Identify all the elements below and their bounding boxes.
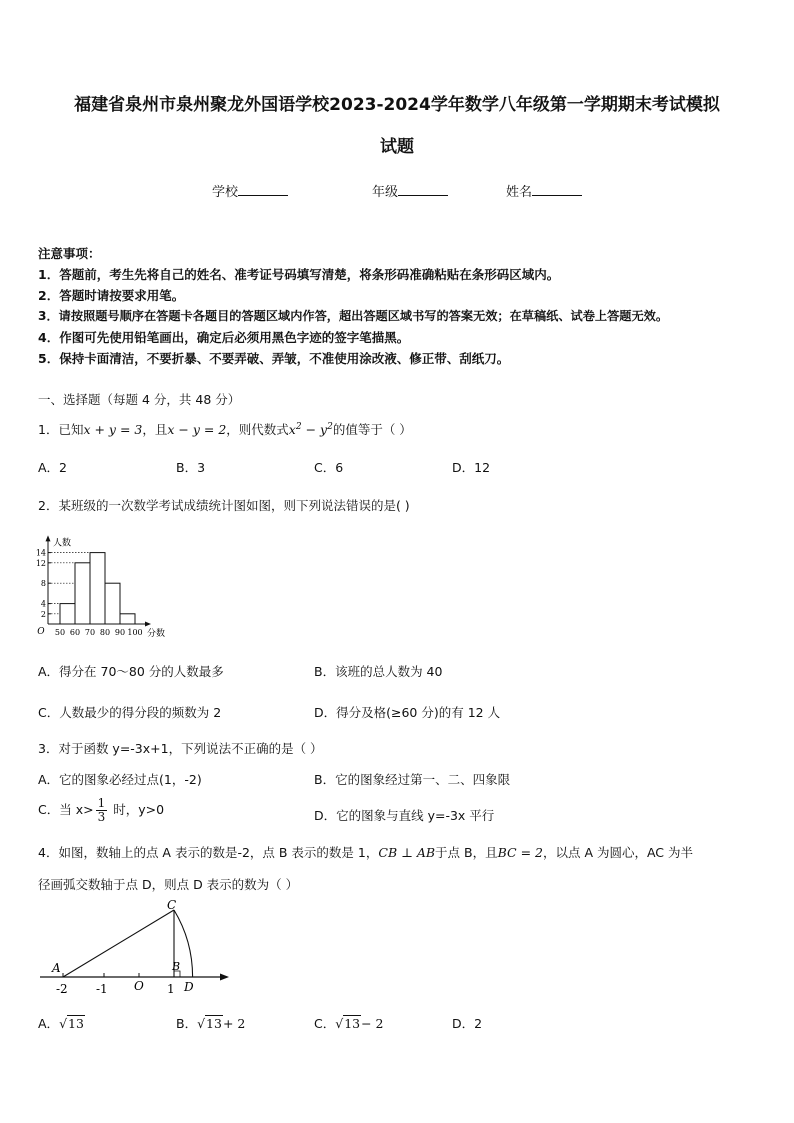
question-1: 1．已知x + y = 3，且x − y = 2，则代数式$x^2 - y^2$的值等于（ ） <box>38 421 412 437</box>
histogram-bar-90-100 <box>120 614 135 624</box>
x-tick-label: 50 <box>54 628 66 637</box>
label-d: D <box>184 980 194 994</box>
question-4-line2: 径画弧交数轴于点 D，则点 D 表示的数为（ ） <box>38 877 299 892</box>
q2-option-d: D．得分及格(≥60 分)的有 12 人 <box>314 705 501 720</box>
q1-option-b: B．3 <box>176 460 206 475</box>
segment-ac <box>63 910 174 977</box>
score-histogram <box>34 528 184 643</box>
q4-option-a: A．√13 <box>38 1016 84 1031</box>
y-tick-label: 8 <box>40 579 46 589</box>
histogram-bar-70-80 <box>90 553 105 624</box>
q1-option-c: C．6 <box>314 460 344 475</box>
q1-option-a: A．2 <box>38 460 68 475</box>
q3-option-a: A．它的图象必经过点(1，-2) <box>38 772 202 787</box>
q2-option-a: A．得分在 70～80 分的人数最多 <box>38 664 224 679</box>
y-axis-arrow <box>46 535 51 541</box>
label-b: B <box>172 960 181 973</box>
notes-heading: 注意事项： <box>38 246 101 261</box>
fraction-one-third: $\frac{1}{3}$ <box>97 796 106 824</box>
x-tick-label: 100 <box>127 628 143 637</box>
q4-option-b: B．√13+ 2 <box>176 1016 246 1031</box>
x-axis-arrow <box>145 622 151 627</box>
tick-label-minus-1: -1 <box>96 982 108 996</box>
section-heading: 一、选择题（每题 4 分，共 48 分） <box>38 392 241 407</box>
note-item: 1．答题前，考生先将自己的姓名、准考证号码填写清楚，将条形码准确粘贴在条形码区域内。 <box>38 267 560 282</box>
histogram-bars <box>60 553 135 624</box>
y-tick-label: 4 <box>40 599 46 609</box>
histogram-bar-80-90 <box>105 583 120 624</box>
q3-option-c: C．当 x> $\frac{1}{3}$ 时，y>0 <box>38 796 165 824</box>
q4-option-d: D．2 <box>452 1016 483 1031</box>
y-tick-label: 2 <box>40 609 46 619</box>
x-tick-label: 60 <box>69 628 81 637</box>
school-field: 学校 <box>212 181 288 200</box>
origin-label: O <box>37 627 45 637</box>
q2-option-c: C．人数最少的得分段的频数为 2 <box>38 705 222 720</box>
x-tick-label: 90 <box>114 628 126 637</box>
tick-label-minus-2: -2 <box>56 982 68 996</box>
number-line-arrow <box>220 974 229 981</box>
label-o: O <box>134 979 144 993</box>
histogram-bar-60-70 <box>75 563 90 624</box>
note-item: 2．答题时请按要求用笔。 <box>38 288 185 303</box>
y-tick-label: 14 <box>35 548 46 558</box>
name-field: 姓名 <box>506 181 582 200</box>
q1-option-d: D．12 <box>452 460 491 475</box>
q2-option-b: B．该班的总人数为 40 <box>314 664 443 679</box>
page-title-line2: 试题 <box>380 137 414 157</box>
x-tick-label: 80 <box>99 628 111 637</box>
label-a: A <box>52 961 61 975</box>
note-item: 5．保持卡面清洁，不要折暴、不要弄破、弄皱，不准使用涂改液、修正带、刮纸刀。 <box>38 351 510 366</box>
q4-option-c: C．√13− 2 <box>314 1016 384 1031</box>
y-tick-label: 12 <box>35 558 46 568</box>
histogram-bar-50-60 <box>60 604 75 624</box>
tick-label-1: 1 <box>167 982 175 996</box>
grade-field: 年级 <box>372 181 448 200</box>
question-2: 2．某班级的一次数学考试成绩统计图如图，则下列说法错误的是( ) <box>38 498 410 513</box>
q3-option-d: D．它的图象与直线 y=-3x 平行 <box>314 808 495 823</box>
x-tick-label: 70 <box>84 628 96 637</box>
note-item: 4．作图可先使用铅笔画出，确定后必须用黑色字迹的签字笔描黑。 <box>38 330 410 345</box>
q3-option-b: B．它的图象经过第一、二、四象限 <box>314 772 511 787</box>
number-line-figure <box>34 898 234 1000</box>
note-item: 3．请按照题号顺序在答题卡各题目的答题区域内作答，超出答题区域书写的答案无效；在草稿纸、试卷上答题无效。 <box>38 309 669 323</box>
y-axis-title: 人数 <box>53 538 72 549</box>
x-axis-title: 分数 <box>147 629 166 639</box>
question-3: 3．对于函数 y=-3x+1，下列说法不正确的是（ ） <box>38 741 323 756</box>
question-4-line1: 4．如图，数轴上的点 A 表示的数是-2，点 B 表示的数是 1，CB ⊥ AB于点 B，且BC = 2，以点 A 为圆心，AC 为半 <box>38 845 693 860</box>
label-c: C <box>167 898 177 912</box>
page-title: 福建省泉州市泉州聚龙外国语学校2023-2024学年数学八年级第一学期期末考试模拟 <box>74 95 720 115</box>
